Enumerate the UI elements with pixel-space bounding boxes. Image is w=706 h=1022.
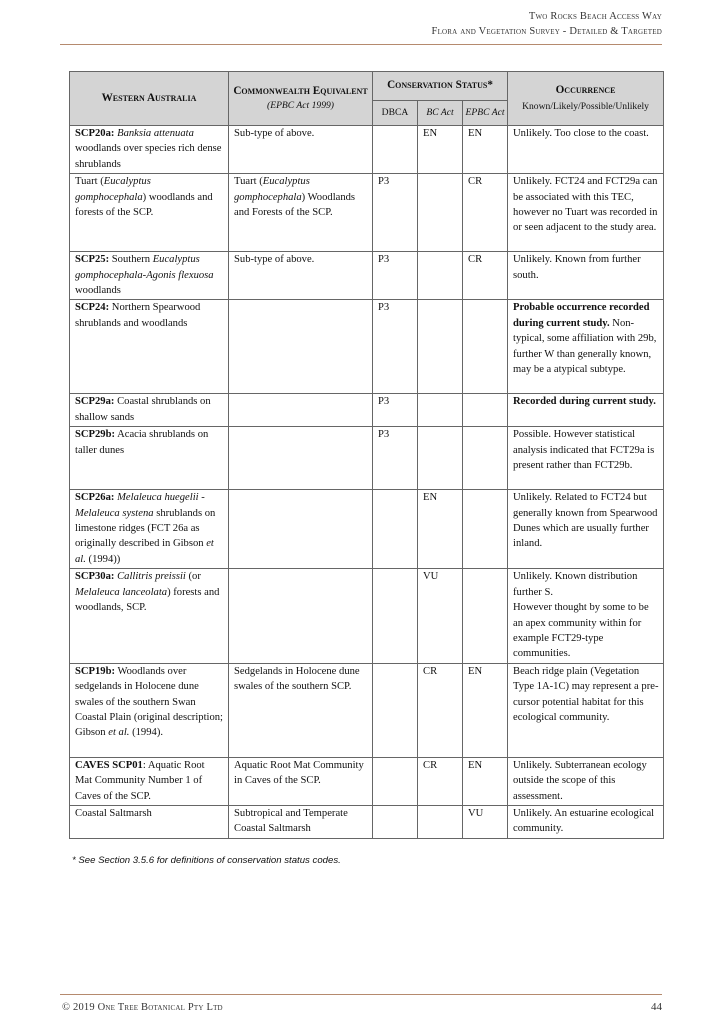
cell-occurrence (508, 126, 664, 174)
cell-occurrence (508, 490, 664, 569)
cell-status-epbc (463, 490, 508, 569)
cell-status-dbca (373, 663, 418, 757)
cell-status-epbc: EN (463, 757, 508, 805)
cell-commonwealth (229, 757, 373, 805)
cell-status-epbc (463, 427, 508, 490)
header-project-title: Two Rocks Beach Access Way (528, 11, 662, 22)
cell-western-australia (70, 300, 229, 394)
table-row (70, 252, 664, 300)
table-row (70, 174, 664, 252)
footer-copyright: © 2019 One Tree Botanical Pty Ltd (62, 1002, 223, 1013)
col-header-bc-act: BC Act (418, 101, 463, 126)
cell-text: Unlikely. FCT24 and FCT29a can be associated with this TEC, however no Tuart was recorded in or seen adjacent to the study area. (513, 176, 658, 234)
cell-commonwealth (229, 490, 373, 569)
cell-text: (1994)) (85, 553, 121, 565)
cell-text: : Aquatic Root Mat Community Number 1 of Caves of the SCP. (75, 759, 205, 802)
cell-text: Southern (109, 254, 153, 266)
cell-text: Sub-type of above. (234, 254, 315, 266)
cell-status-bc: EN (418, 490, 463, 569)
cell-text: Eucalyptus gomphocephala-Agonis flexuosa (75, 254, 214, 281)
col-header-epbc-act: EPBC Act (463, 101, 508, 126)
cell-status-epbc: VU (463, 805, 508, 838)
cell-status-bc (418, 394, 463, 427)
cell-text: Sub-type of above. (234, 128, 315, 139)
cell-occurrence (508, 569, 664, 663)
cell-occurrence (508, 663, 664, 757)
cell-western-australia (70, 427, 229, 490)
cell-western-australia (70, 126, 229, 174)
cell-text: Melaleuca lanceolata (75, 586, 168, 598)
cell-status-dbca (373, 569, 418, 663)
col-header-occ-note: Known/Likely/Possible/Unlikely (522, 101, 649, 112)
cell-commonwealth (229, 663, 373, 757)
cell-commonwealth (229, 300, 373, 394)
cell-western-australia (70, 252, 229, 300)
cell-status-bc (418, 427, 463, 490)
cell-western-australia (70, 757, 229, 805)
col-header-cs-label: Conservation Status* (387, 79, 493, 92)
cell-text: Unlikely. Subterranean ecology outside the scope of this assessment. (513, 759, 647, 802)
cell-western-australia (70, 174, 229, 252)
table-row (70, 394, 664, 427)
cell-text: However thought by some to be an apex community within for example FCT29-type communities. (513, 602, 649, 660)
table-row (70, 126, 664, 174)
cell-text: SCP20a: (75, 128, 115, 139)
cell-commonwealth (229, 174, 373, 252)
cell-text: Melaleuca huegelii - Melaleuca systena (75, 492, 205, 519)
table-footnote: * See Section 3.5.6 for definitions of conservation status codes. (72, 855, 341, 866)
cell-status-bc: VU (418, 569, 463, 663)
cell-commonwealth (229, 394, 373, 427)
cell-text: shrublands on limestone ridges (FCT 26a as originally described in Gibson (75, 507, 216, 550)
cell-occurrence (508, 174, 664, 252)
table-row (70, 757, 664, 805)
col-header-western-australia (70, 72, 229, 126)
cell-status-dbca (373, 805, 418, 838)
cell-status-dbca: P3 (373, 252, 418, 300)
cell-occurrence (508, 805, 664, 838)
cell-western-australia (70, 490, 229, 569)
cell-text: Coastal Saltmarsh (75, 807, 152, 819)
cell-status-epbc: EN (463, 126, 508, 174)
cell-text: Unlikely. Related to FCT24 but generally known from Spearwood Dunes which are usually further inland. (513, 492, 658, 550)
header-report-title: Flora and Vegetation Survey - Detailed & Targeted (431, 26, 662, 37)
cell-western-australia (70, 663, 229, 757)
table-body (70, 126, 664, 839)
cell-text: Unlikely. Known from further south. (513, 254, 641, 281)
cell-text: ) woodlands and forests of the SCP. (75, 191, 213, 219)
table-row (70, 805, 664, 838)
cell-commonwealth (229, 805, 373, 838)
cell-text: Unlikely. Too close to the coast. (513, 128, 649, 139)
cell-text: SCP29a: (75, 396, 115, 408)
cell-status-epbc: CR (463, 252, 508, 300)
running-header (432, 9, 662, 39)
page-number: 44 (651, 1001, 662, 1013)
cell-text: Subtropical and Temperate Coastal Saltmarsh (234, 807, 348, 835)
cell-text: Possible. However statistical analysis indicated that FCT29a is present rather than FCT29b. (513, 429, 655, 472)
cell-status-epbc (463, 300, 508, 394)
col-header-occ-label: Occurrence (555, 83, 616, 96)
cell-status-epbc (463, 569, 508, 663)
cell-text: woodlands (75, 285, 121, 297)
cell-text: woodlands over species rich dense shrublands (75, 143, 222, 170)
tec-conservation-table (69, 71, 664, 839)
col-header-cw-note: (EPBC Act 1999) (267, 99, 334, 111)
cell-text: Probable occurrence recorded during current study. (513, 302, 650, 329)
col-header-cw-label: Commonwealth Equivalent (233, 85, 368, 97)
cell-western-australia (70, 805, 229, 838)
table-row (70, 490, 664, 569)
cell-occurrence (508, 394, 664, 427)
cell-text: ) Woodlands and Forests of the SCP. (234, 191, 356, 219)
cell-text: ) forests and woodlands, SCP. (75, 586, 220, 614)
cell-text: Non-typical, some affiliation with 29b, further W than generally known, may be a atypical subtype. (513, 317, 657, 376)
cell-text: Unlikely. Known distribution further S. (513, 571, 638, 598)
cell-status-dbca (373, 490, 418, 569)
cell-status-bc (418, 174, 463, 252)
cell-status-bc (418, 300, 463, 394)
cell-status-dbca (373, 757, 418, 805)
cell-status-bc (418, 252, 463, 300)
cell-occurrence (508, 252, 664, 300)
col-header-wa-label: Western Australia (101, 91, 197, 104)
table-row (70, 663, 664, 757)
cell-text: Recorded during current study. (513, 396, 656, 408)
cell-text: SCP19b: (75, 665, 116, 677)
cell-text: Tuart ( (234, 176, 263, 188)
cell-western-australia (70, 569, 229, 663)
header-rule (60, 44, 662, 45)
cell-status-bc (418, 805, 463, 838)
cell-text: Aquatic Root Mat Community in Caves of the SCP. (234, 759, 364, 787)
col-header-conservation-status (373, 72, 508, 101)
cell-text: Northern Spearwood shrublands and woodlands (75, 302, 201, 329)
cell-text: Sedgelands in Holocene dune swales of the southern SCP. (234, 665, 360, 693)
cell-occurrence (508, 757, 664, 805)
cell-text: Unlikely. An estuarine ecological community. (513, 807, 655, 835)
cell-status-epbc (463, 394, 508, 427)
cell-text: Coastal shrublands on shallow sands (75, 396, 211, 423)
cell-occurrence (508, 300, 664, 394)
cell-text: Woodlands over sedgelands in Holocene dune swales of the southern Swan Coastal Plain (original description; Gibson (75, 665, 223, 739)
cell-commonwealth (229, 569, 373, 663)
cell-text: Callitris preissii (117, 571, 186, 583)
cell-status-bc: CR (418, 663, 463, 757)
table-row (70, 569, 664, 663)
table-row (70, 300, 664, 394)
cell-text: Beach ridge plain (Vegetation Type 1A-1C) may represent a pre-cursor potential habitat for this ecological community. (513, 665, 659, 723)
cell-status-dbca (373, 126, 418, 174)
cell-status-dbca: P3 (373, 174, 418, 252)
cell-text: SCP29b: (75, 429, 116, 441)
col-header-commonwealth (229, 72, 373, 126)
cell-commonwealth (229, 126, 373, 174)
cell-text: et al. (108, 727, 130, 739)
cell-text: SCP30a: (75, 571, 115, 583)
cell-text: Eucalyptus gomphocephala (75, 176, 151, 203)
cell-text: SCP25: (75, 254, 110, 266)
cell-text: SCP24: (75, 302, 110, 314)
cell-western-australia (70, 394, 229, 427)
cell-status-bc: EN (418, 126, 463, 174)
cell-commonwealth (229, 252, 373, 300)
cell-status-dbca: P3 (373, 394, 418, 427)
cell-commonwealth (229, 427, 373, 490)
col-header-dbca: DBCA (373, 101, 418, 126)
cell-status-epbc: CR (463, 174, 508, 252)
cell-status-bc: CR (418, 757, 463, 805)
cell-text: Acacia shrublands on taller dunes (75, 429, 209, 456)
cell-text: (1994). (129, 727, 163, 739)
table-row (70, 427, 664, 490)
cell-text: Tuart ( (75, 176, 104, 188)
cell-occurrence (508, 427, 664, 490)
cell-text: (or (185, 571, 201, 583)
cell-status-dbca: P3 (373, 427, 418, 490)
cell-status-dbca: P3 (373, 300, 418, 394)
cell-text: SCP26a: (75, 492, 115, 504)
cell-status-epbc: EN (463, 663, 508, 757)
col-header-occurrence (508, 72, 664, 126)
cell-text: et al. (75, 538, 214, 565)
footer-rule (60, 994, 662, 995)
cell-text: CAVES SCP01 (75, 759, 143, 771)
cell-text: Banksia attenuata (117, 128, 194, 139)
cell-text: Eucalyptus gomphocephala (234, 176, 310, 203)
